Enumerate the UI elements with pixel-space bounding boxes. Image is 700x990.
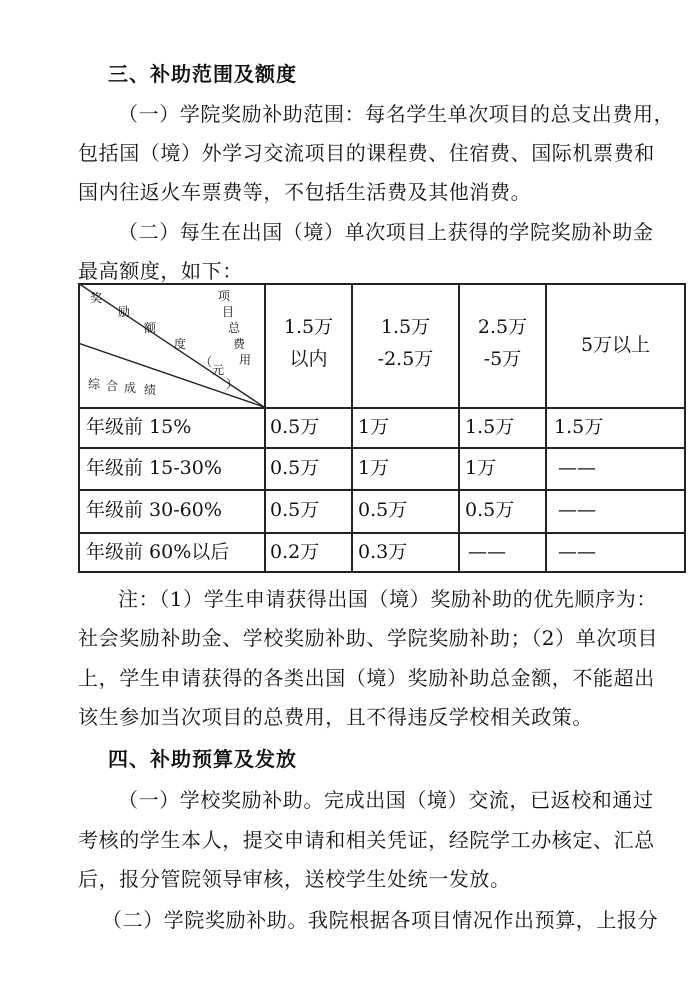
corner-middle-char: ） [226, 377, 239, 391]
column-header-1 [266, 311, 351, 375]
s3-p2-line-1: （二）每生在出国（境）单次项目上获得的学院奖励补助金 [118, 220, 654, 244]
column-header-1-line-2: 以内 [289, 348, 328, 370]
row-3-col-1: 0.5万 [270, 499, 320, 521]
s3-p1-line-1: （一）学院奖励补助范围：每名学生单次项目的总支出费用， [118, 102, 675, 126]
row-4-col-3: —— [468, 541, 506, 563]
corner-bottom-left-char: 综 [88, 377, 101, 391]
s3-p2-line-2: 最高额度，如下： [78, 259, 243, 283]
s4-p2-line-1: （二）学院奖励补助。我院根据各项目情况作出预算，上报分 [102, 908, 659, 932]
column-header-4-line-1: 5万以上 [580, 334, 651, 356]
row-1-col-1: 0.5万 [270, 416, 320, 438]
corner-top-right-char: 用 [239, 353, 252, 367]
row-4-col-4: —— [558, 541, 596, 563]
row-2-col-4: —— [558, 457, 596, 479]
row-1-col-3: 1.5万 [465, 416, 515, 438]
column-header-1-line-1: 1.5万 [283, 316, 334, 338]
s3-p1-line-3: 国内往返火车票费等，不包括生活费及其他消费。 [78, 180, 532, 204]
row-1-col-2: 1万 [358, 416, 390, 438]
corner-middle-char: 奖 [90, 291, 103, 305]
row-2-col-3: 1万 [465, 457, 497, 479]
row-3-col-4: —— [558, 499, 596, 521]
row-1-label: 年级前 15% [86, 416, 192, 438]
column-header-3 [460, 311, 545, 375]
row-4-label: 年级前 60%以后 [86, 541, 230, 563]
corner-top-right-char: 总 [228, 321, 241, 335]
corner-middle-char: 度 [174, 337, 187, 351]
row-2-col-1: 0.5万 [270, 457, 320, 479]
s4-p1-line-2: 考核的学生本人，提交申请和相关凭证，经院学工办核定、汇总 [78, 828, 655, 852]
row-3-label: 年级前 30-60% [86, 499, 222, 521]
corner-bottom-left-char: 绩 [144, 383, 157, 397]
note-line-2: 社会奖励补助金、学校奖励补助、学院奖励补助；（2）单次项目 [78, 626, 659, 650]
corner-bottom-left-char: 成 [124, 381, 137, 395]
corner-top-right-char: 目 [222, 305, 235, 319]
row-4-col-1: 0.2万 [270, 541, 320, 563]
section-4-heading: 四、补助预算及发放 [108, 747, 297, 771]
column-header-3-line-2: -5万 [483, 348, 522, 370]
column-header-2-line-2: -2.5万 [377, 348, 434, 370]
s3-p1-line-2: 包括国（境）外学习交流项目的课程费、住宿费、国际机票费和 [78, 141, 655, 165]
column-header-3-line-1: 2.5万 [477, 316, 528, 338]
row-3-col-3: 0.5万 [465, 499, 515, 521]
column-header-2 [353, 311, 458, 375]
corner-top-right-char: 费 [233, 337, 246, 351]
note-line-4: 该生参加当次项目的总费用，且不得违反学校相关政策。 [78, 705, 593, 729]
s4-p1-line-1: （一）学校奖励补助。完成出国（境）交流，已返校和通过 [118, 788, 654, 812]
corner-bottom-left-char: 合 [106, 379, 119, 393]
corner-top-right-char: 项 [218, 289, 231, 303]
row-3-col-2: 0.5万 [358, 499, 408, 521]
row-2-col-2: 1万 [358, 457, 390, 479]
column-header-4 [547, 329, 684, 361]
column-header-2-line-1: 1.5万 [380, 316, 431, 338]
section-3-heading: 三、补助范围及额度 [108, 62, 297, 86]
s4-p1-line-3: 后，报分管院领导审核，送校学生处统一发放。 [78, 867, 511, 891]
corner-middle-char: 元 [212, 363, 225, 377]
corner-middle-char: （ [200, 355, 213, 369]
note-line-3: 上，学生申请获得的各类出国（境）奖励补助总金额，不能超出 [78, 666, 655, 690]
row-4-col-2: 0.3万 [358, 541, 408, 563]
subsidy-table [78, 283, 686, 573]
row-2-label: 年级前 15-30% [86, 457, 222, 479]
corner-middle-char: 励 [118, 305, 131, 319]
corner-middle-char: 额 [144, 321, 157, 335]
note-line-1: 注：（1）学生申请获得出国（境）奖励补助的优先顺序为： [118, 587, 657, 611]
row-1-col-4: 1.5万 [554, 416, 604, 438]
